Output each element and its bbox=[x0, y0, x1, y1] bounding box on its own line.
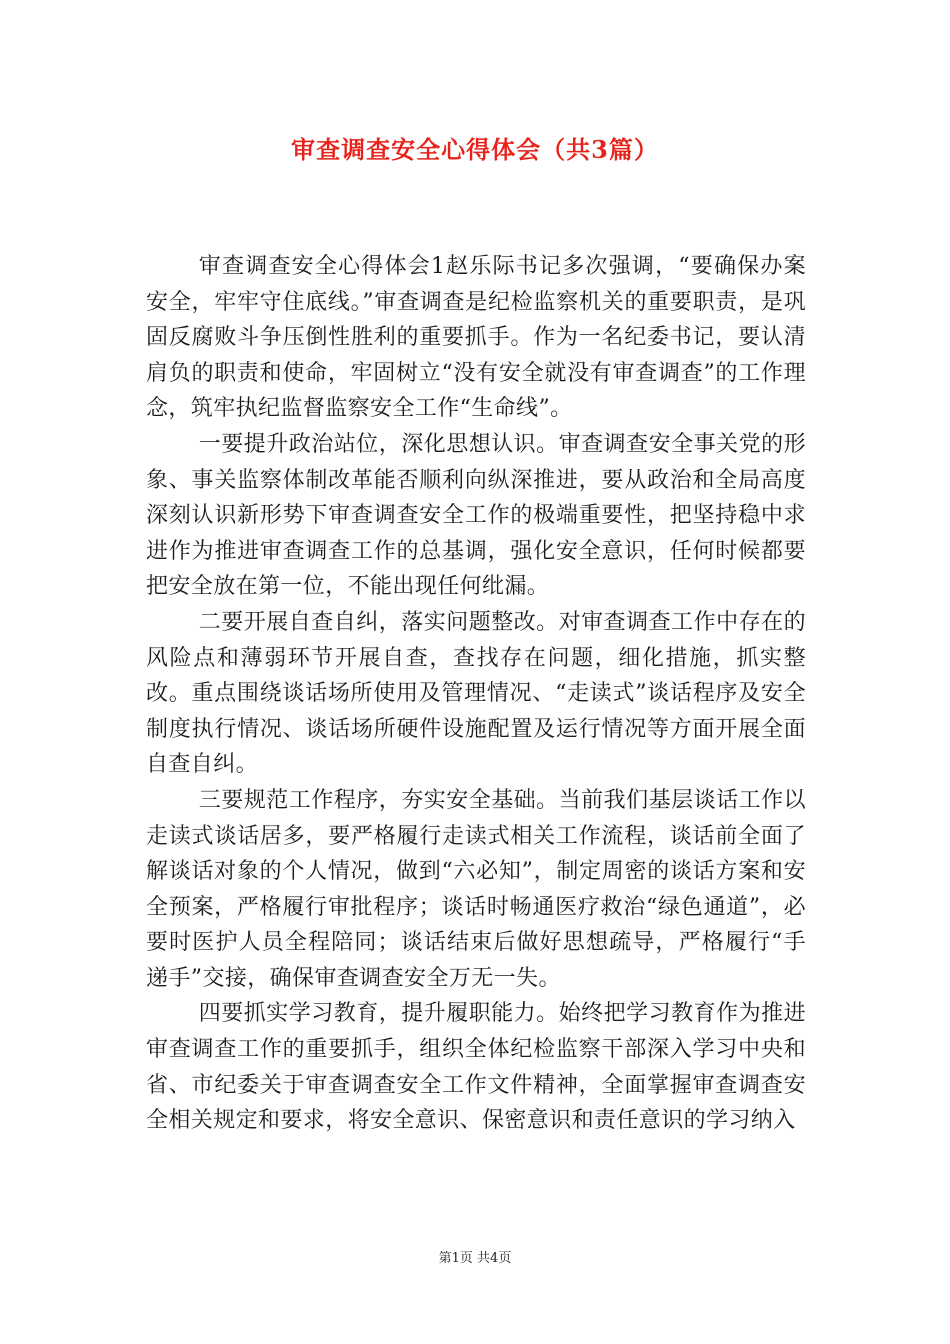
document-title: 审查调查安全心得体会（共3篇） bbox=[291, 135, 659, 164]
page-number: 第1页 共4页 bbox=[438, 1251, 512, 1266]
page-footer bbox=[0, 1247, 950, 1266]
document-body bbox=[146, 249, 806, 1139]
paragraph-2: 一要提升政治站位，深化思想认识。审查调查安全事关党的形象、事关监察体制改革能否顺利向纵深推进，要从政治和全局高度深刻认识新形势下审查调查安全工作的极端重要性，把坚持稳中求进作为推进审查调查工作的总基调，强化安全意识，任何时候都要把安全放在第一位，不能出现任何纰漏。 bbox=[146, 431, 806, 600]
paragraph-1: 审查调查安全心得体会1赵乐际书记多次强调，“要确保办案安全，牢牢守住底线。”审查调查是纪检监察机关的重要职责，是巩固反腐败斗争压倒性胜利的重要抓手。作为一名纪委书记，要认清肩负的职责和使命，牢固树立“没有安全就没有审查调查”的工作理念，筑牢执纪监督监察安全工作“生命线”。 bbox=[146, 254, 806, 422]
paragraph-5: 四要抓实学习教育，提升履职能力。始终把学习教育作为推进审查调查工作的重要抓手，组织全体纪检监察干部深入学习中央和省、市纪委关于审查调查安全工作文件精神，全面掌握审查调查安全相关规定和要求，将安全意识、保密意识和责任意识的学习纳入 bbox=[146, 1001, 806, 1134]
paragraph-3: 二要开展自查自纠，落实问题整改。对审查调查工作中存在的风险点和薄弱环节开展自查，查找存在问题，细化措施，抓实整改。重点围绕谈话场所使用及管理情况、“走读式”谈话程序及安全制度执行情况、谈话场所硬件设施配置及运行情况等方面开展全面自查自纠。 bbox=[146, 609, 806, 778]
paragraph-4: 三要规范工作程序，夯实安全基础。当前我们基层谈话工作以走读式谈话居多，要严格履行走读式相关工作流程，谈话前全面了解谈话对象的个人情况，做到“六必知”，制定周密的谈话方案和安全预案，严格履行审批程序；谈话时畅通医疗救治“绿色通道”，必要时医护人员全程陪同；谈话结束后做好思想疏导，严格履行“手递手”交接，确保审查调查安全万无一失。 bbox=[146, 787, 806, 991]
